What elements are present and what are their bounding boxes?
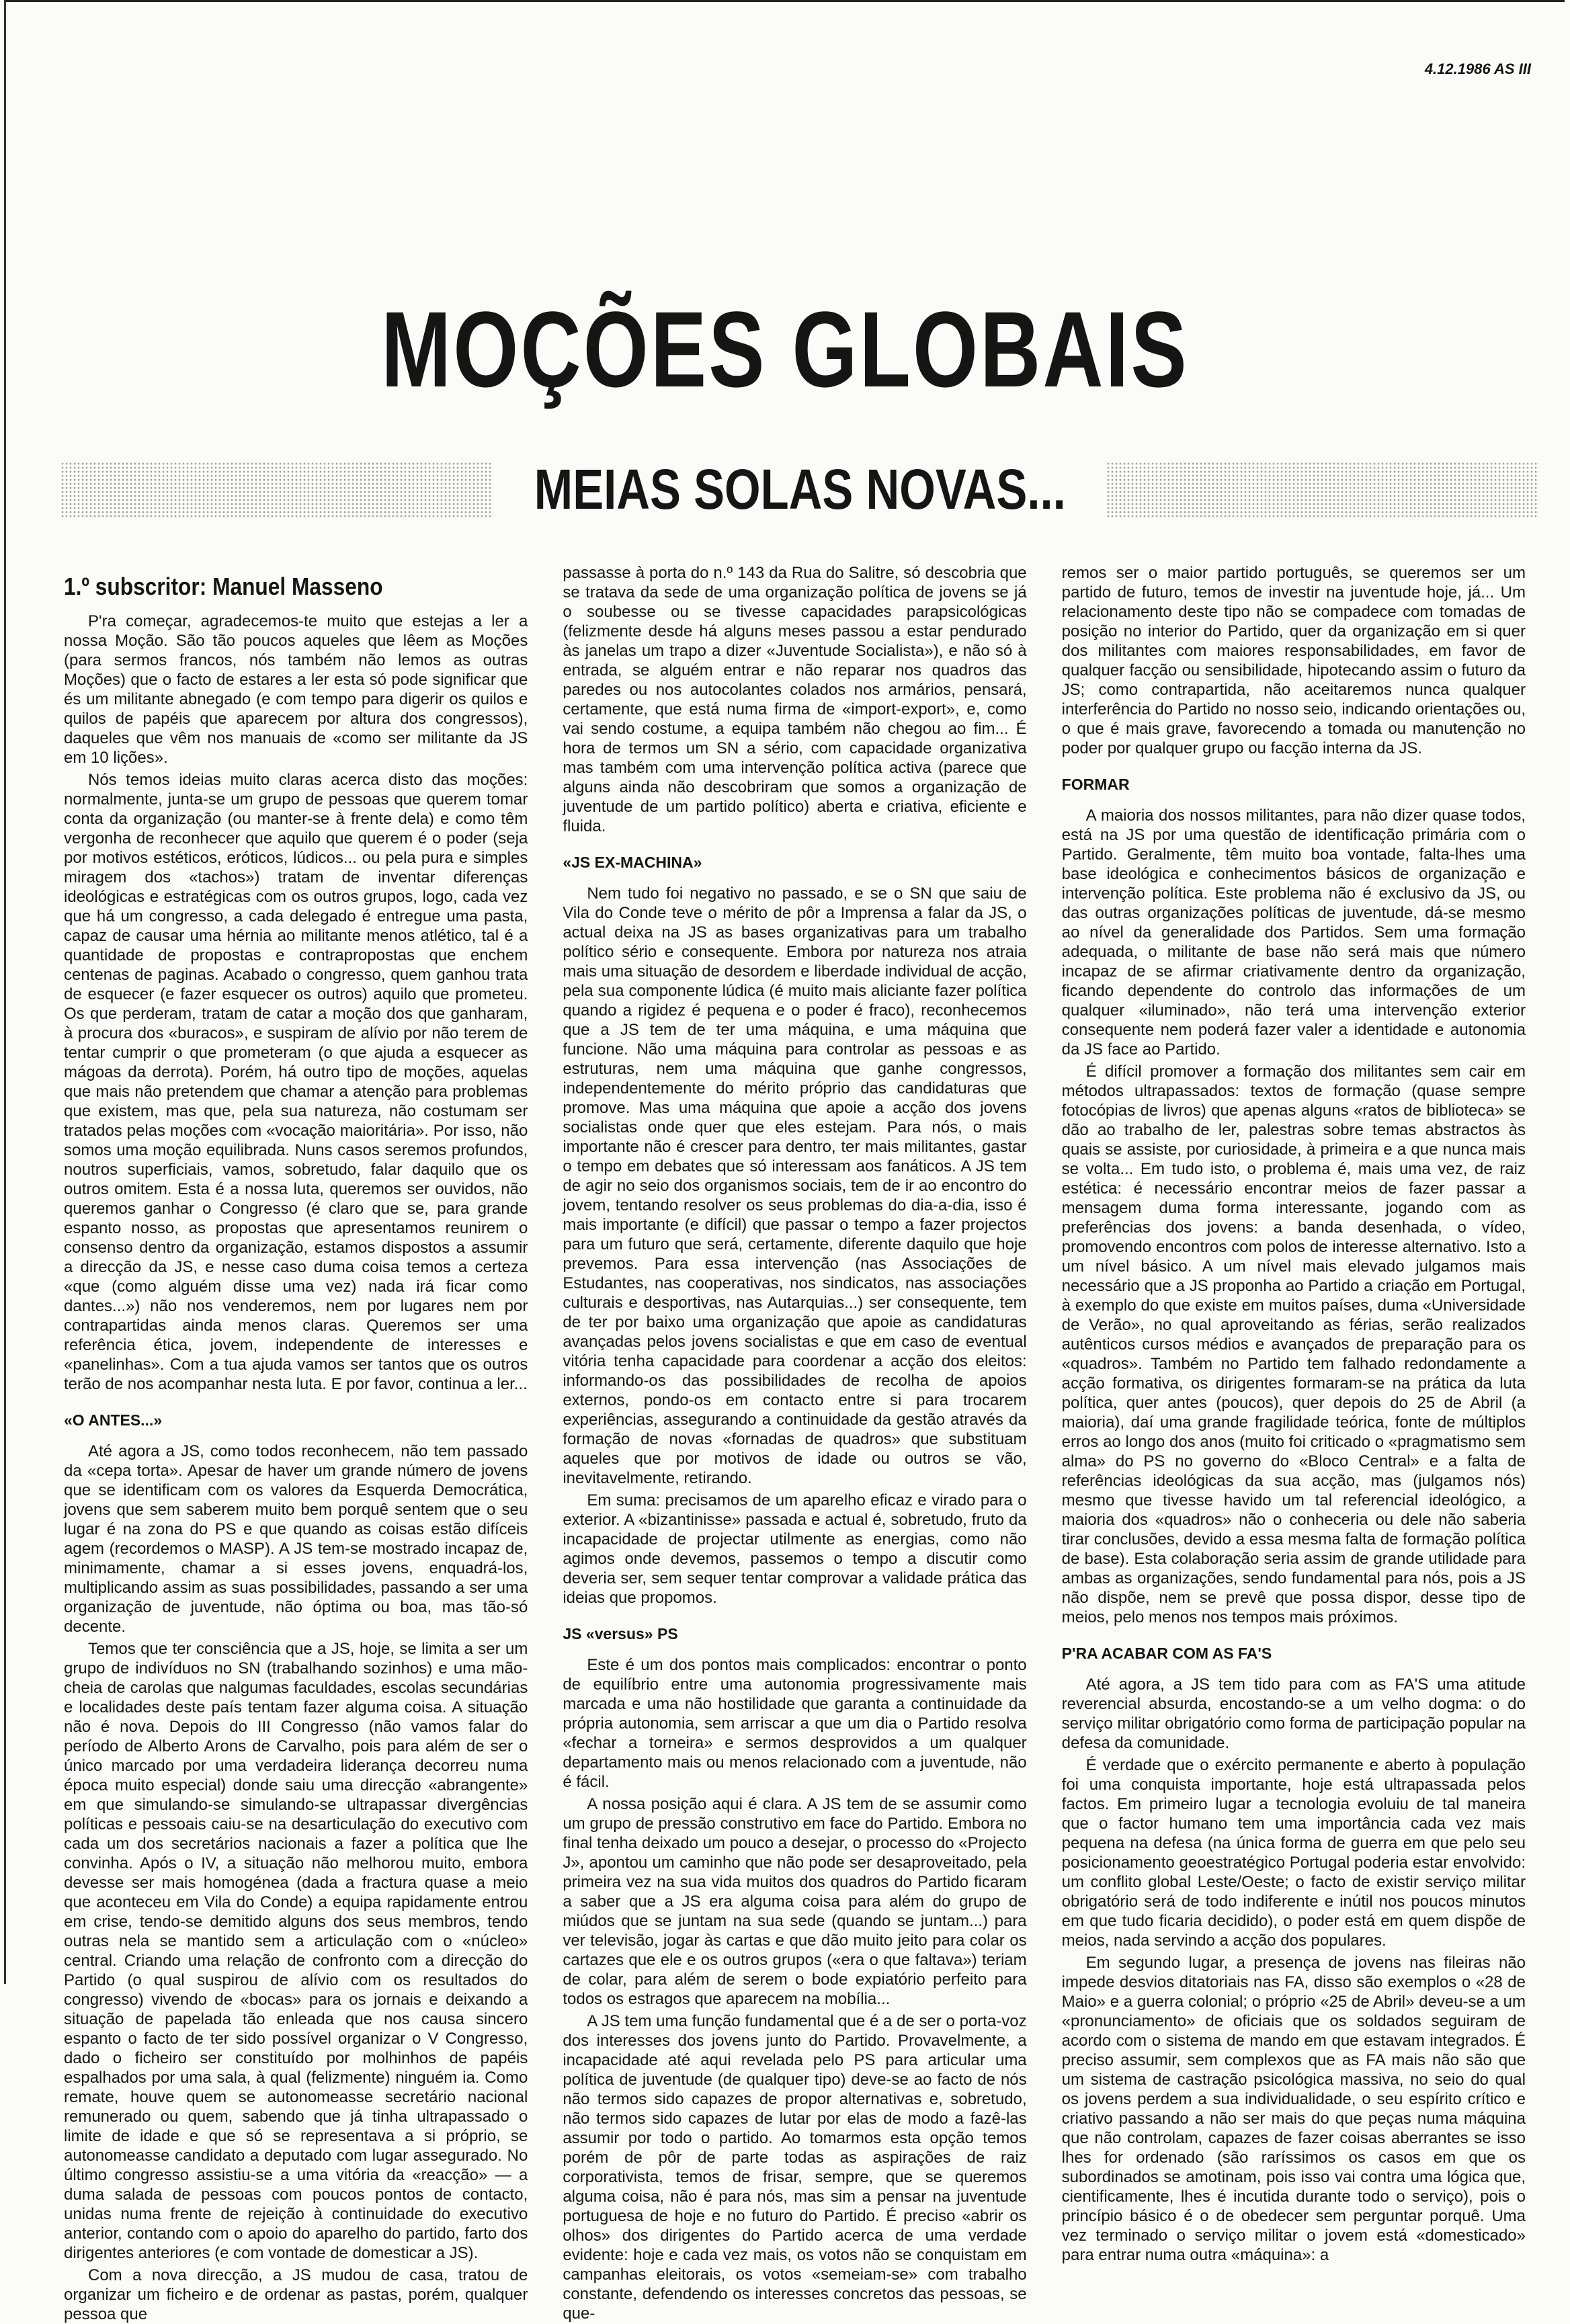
paragraph: Temos que ter consciência que a JS, hoje, se limita a ser um grupo de indivíduos no SN (trabalhando sozinhos) e uma mão-cheia de carolas que nalgumas faculdades, escolas secundárias e localidades deste país tentam fazer alguma coisa. A situação não é nova. Depois do III Congresso (não vamos falar do período de Alberto Arons de Carvalho, pois para além de ser o único marcado por uma verdadeira liderança decorreu numa época muito especial) donde saiu uma direcção «abrangente» em que simulando-se simulando-se ultrapassar divergências políticas e pessoais caiu-se na desarticulação do executivo com cada um dos secretários nacionais a fazer a política que lhe convinha. Após o IV, a situação não melhorou muito, embora devesse ser mais homogénea (dada a fractura quase a meio que aconteceu em Vila do Conde) a equipa rapidamente entrou em crise, tendo-se demitido alguns dos seus membros, tendo outras nela se mantido sem a articulação com o «núcleo» central. Criando uma relação de confronto com a direcção do Partido (o qual suspirou de alívio com os resultados do congresso) vivendo de «bocas» para os jornais e deixando a situação de papelada tão enleada que nos causa sincero espanto o facto de ter sido possível organizar o V Congresso, dado o ficheiro ser constituído por molhinhos de papéis espalhados por uma sala, à qual (felizmente) ninguém ia. Como remate, houve quem se autonomeasse secretário nacional remunerado ou quem, sabendo que já tinha ultrapassado o limite de idade e que só se representava a si próprio, se autonomeasse candidato a deputado com lugar assegurado. No último congresso assistiu-se a uma vitória da «reacção» — a duma salada de pessoas com poucos pontos de contacto, unidas numa frente de rejeição à continuidade do executivo anterior, contando com o apoio do aparelho do partido, farto dos dirigentes anteriores (e com vontade de domesticar a JS).: [64, 1640, 528, 2262]
subheadline-row: [60, 454, 1539, 524]
section-heading: FORMAR: [1061, 776, 1130, 793]
paragraph: Até agora a JS, como todos reconhecem, não tem passado da «cepa torta». Apesar de haver um grande número de jovens que se identificam com os valores da Esquerda Democrática, jovens que sem saberem muito bem porquê sentem que o seu lugar é na zona do PS e que quando as coisas estão difíceis agem (recordemos o MASP). A JS tem-se mostrado incapaz de, minimamente, chamar a si esses jovens, enquadrá-los, multiplicando assim as suas possibilidades, passando a ser uma organização de juventude, não óptima ou boa, mas tão-só decente.: [64, 1442, 528, 1636]
paragraph: Com a nova direcção, a JS mudou de casa, tratou de organizar um ficheiro e de ordenar as pastas, porém, qualquer pessoa que: [64, 2266, 528, 2323]
halftone-bar-left: [60, 462, 493, 517]
paragraph: Até agora, a JS tem tido para com as FA'S uma atitude reverencial absurda, encostando-se a um velho dogma: o do serviço militar obrigatório como forma de participação popular na defesa da comunidade.: [1061, 1675, 1526, 1752]
paragraph: Este é um dos pontos mais complicados: encontrar o ponto de equilíbrio entre uma autonomia progressivamente mais marcada e uma não hostilidade que garanta a continuidade da própria autonomia, sem arriscar a que um dia o Partido resolva «fechar a torneira» e sermos desprovidos a um qualquer departamento mais ou menos relacionado com a juventude, não é fácil.: [563, 1656, 1027, 1791]
paragraph: A nossa posição aqui é clara. A JS tem de se assumir como um grupo de pressão construtivo em face do Partido. Embora no final tenha deixado um pouco a desejar, o processo do «Projecto J», apontou um caminho que não pode ser desaproveitado, pela primeira vez na sua vida muitos dos quadros do Partido ficaram a saber que a JS era alguma coisa para além do grupo de miúdos que se juntam na sua sede (quando se juntam...) para ver televisão, jogar às cartas e que dão muito jeito para colar os cartazes que ele e os outros grupos («era o que faltava») teriam de colar, para além de serem o bode expiatório perfeito para todos os estragos que aparecem na mobília...: [563, 1795, 1027, 2008]
section-heading: JS «versus» PS: [563, 1625, 678, 1643]
paragraph: A JS tem uma função fundamental que é a de ser o porta-voz dos interesses dos jovens junto do Partido. Provavelmente, a incapacidade até aqui revelada pelo PS para articular uma política de juventude (de qualquer tipo) deve-se ao facto de nós não termos sido capazes de propor alternativas e, sobretudo, não termos sido capazes de lutar por elas de modo a fazê-las assumir por todo o partido. Ao tomarmos esta opção temos porém de pôr de parte todas as aspirações de raiz corporativista, temos de frisar, sempre, que se queremos alguma coisa, não é para nós, mas sim a pensar na juventude portuguesa de hoje e no futuro do Partido. É preciso «abrir os olhos» dos dirigentes do Partido acerca de uma verdade evidente: hoje e cada vez mais, os votos não se conquistam em campanhas eleitorais, os votos «semeiam-se» com trabalho constante, defendendo os interesses concretos das pessoas, se que-: [563, 2012, 1027, 2323]
paragraph: É difícil promover a formação dos militantes sem cair em métodos ultrapassados: textos de formação (quase sempre fotocópias de livros) que apenas alguns «ratos de biblioteca» se dão ao trabalho de ler, palestras sobre temas abstractos às quais se assiste, por curiosidade, à primeira e a que nunca mais se volta... Em tudo isto, o problema é, mais uma vez, de raiz estética: é necessário encontrar meios de fazer passar a mensagem duma forma interessante, jogando com as preferências dos jovens: a banda desenhada, o vídeo, promovendo encontros com polos de interesse alternativo. Isto a um nível básico. A um nível mais elevado julgamos mais necessário que a JS proponha ao Partido a criação em Portugal, à exemplo do que existe em muitos países, duma «Universidade de Verão», no qual aproveitando as férias, serão realizados autênticos cursos médios e avançados de preparação para os «quadros». Também no Partido tem falhado redondamente a acção formativa, os dirigentes formaram-se na prática da luta política, quer antes (poucos), quer depois do 25 de Abril (a maioria), daí uma grande fragilidade teórica, fonte de múltiplos erros ao longo dos anos (muito foi criticado o «pragmatismo sem alma» do PS no governo do «Bloco Central» e a falta de referências ideológicas da sua acção, mas (julgamos nós) mesmo que tivesse havido um tal referencial ideológico, a maioria dos «quadros» não o conheceria ou dele não saberia tirar conclusões, devido a essa mesma falta de formação política de base). Esta colaboração seria assim de grande utilidade para ambas as organizações, sendo fundamental para nós, pois a JS não dispõe, nem se prevê que possa dispor, desse tipo de meios, pelo menos nos tempos mais próximos.: [1061, 1063, 1526, 1626]
section-heading: P'RA ACABAR COM AS FA'S: [1061, 1645, 1272, 1662]
column-3: [1061, 563, 1526, 2264]
section-heading: «O ANTES...»: [64, 1411, 163, 1429]
paragraph: Em suma: precisamos de um aparelho eficaz e virado para o exterior. A «bizantinisse» passada e actual é, sobretudo, fruto da incapacidade de projectar utilmente as energias, como não agimos onde devemos, passemos o tempo a discutir como deveria ser, sem sequer tentar comprovar a validade prática das ideias que propomos.: [563, 1491, 1027, 1607]
paragraph: A maioria dos nossos militantes, para não dizer quase todos, está na JS por uma questão de identificação primária com o Partido. Geralmente, têm muito boa vontade, falta-lhes uma base ideológica e conhecimentos básicos de organização e intervenção política. Este problema não é exclusivo da JS, ou das outras organizações políticas de juventude, dá-se mesmo ao nível da generalidade dos Partidos. Sem uma formação adequada, o militante de base não será mais que número incapaz de se afirmar criativamente dentro da organização, ficando dependente do controlo das informações de um qualquer «iluminado», não terá uma intervenção exterior consequente nem poderá fazer valer a identidade e autonomia da JS face ao Partido.: [1061, 806, 1526, 1059]
section-heading: «JS EX-MACHINA»: [563, 854, 702, 871]
paragraph: É verdade que o exército permanente e aberto à população foi uma conquista importante, hoje está ultrapassada pelos factos. Em primeiro lugar a tecnologia evoluiu de tal maneira que o factor humano tem uma importância cada vez mais pequena na defesa (na única forma de guerra em que pelo seu posicionamento geoestratégico Portugal poderia estar envolvido: um conflito global Leste/Oeste; o facto de existir serviço militar obrigatório será de todo indiferente e inútil nos poucos minutos em que tudo ficaria decidido), o poder está em quem dispõe de meios, nada servindo a acção dos populares.: [1061, 1756, 1526, 1950]
byline: 1.º subscritor: Manuel Masseno: [64, 573, 383, 600]
paragraph: passasse à porta do n.º 143 da Rua do Salitre, só descobria que se tratava da sede de uma organização política de jovens se já o soubesse ou se tivesse capacidades parapsicológicas (felizmente desde há alguns meses passou a estar pendurado às janelas um trapo a dizer «Juventude Socialista»), e não só à entrada, se alguém entrar e não reparar nos quadros das paredes ou nos autocolantes colados nos armários, pensará, certamente, que está numa firma de «import-export», e, como vai sendo costume, a equipa também não chegou ao fim... É hora de termos um SN a sério, com capacidade organizativa mas também com uma intervenção política activa (parece que alguns ainda não descobriram que somos a organização de juventude de um partido político) aberta e criativa, eficiente e fluida.: [563, 564, 1027, 835]
page-folio: 4.12.1986 AS III: [1424, 60, 1531, 77]
paragraph: P'ra começar, agradecemos-te muito que estejas a ler a nossa Moção. São tão poucos aqueles que lêem as Moções (para sermos francos, nós também não lemos as outras Moções) que o facto de estares a ler esta só pode significar que és um militante abnegado (e com tempo para digerir os quilos e quilos de papéis que aparecem por altura dos congressos), daqueles que vêm nos manuais de «como ser militante da JS em 10 lições».: [64, 612, 528, 767]
headline: MOÇÕES GLOBAIS: [381, 289, 1189, 409]
subheadline: MEIAS SOLAS NOVAS...: [534, 457, 1066, 521]
paragraph: remos ser o maior partido português, se queremos ser um partido de futuro, temos de investir na juventude hoje, já... Um relacionamento deste tipo não se compadece com tomadas de posição no interior do Partido, quer da organização em si quer dos militantes com maiores responsabilidades, em favor de qualquer facção ou sensibilidade, hipotecando assim o futuro da JS; como contrapartida, não aceitaremos nunca qualquer interferência do Partido no nosso seio, indicando orientações ou, o que é mais grave, favorecendo a tomada ou manutenção no poder por qualquer grupo ou facção interna da JS.: [1061, 564, 1526, 757]
paragraph: Nós temos ideias muito claras acerca disto das moções: normalmente, junta-se um grupo de pessoas que querem tomar conta da organização (ou manter-se à frente dela) e como têm vergonha de reconhecer que aquilo que querem é o poder (seja por motivos estéticos, eróticos, lúdicos... ou pela pura e simples miragem dos «tachos») tratam de inventar diferenças ideológicas e estratégicas com os outros grupos, logo, cada vez que há um congresso, a cada delegado é entregue uma pasta, capaz de causar uma hérnia ao militante menos atlético, tal é a quantidade de propostas e contrapropostas que enchem centenas de paginas. Acabado o congresso, quem ganhou trata de esquecer (e fazer esquecer os outros) aquilo que prometeu. Os que perderam, tratam de catar a moção dos que ganharam, à procura dos «buracos», e suspiram de alívio por não terem de tentar cumprir o que prometeram (o que ajuda a esquecer as mágoas da derrota). Porém, há outro tipo de moções, aquelas que mais não pretendem que chamar a atenção para problemas que existem, mas que, pela sua natureza, não costumam ser tratados pelas moções com «vocação maioritária». Por isso, não somos uma moção equilibrada. Nuns casos seremos profundos, noutros superficiais, vamos, sobretudo, falar daquilo que os outros omitem. Esta é a nossa luta, queremos ser ouvidos, não queremos ganhar o Congresso (é claro que se, para grande espanto nosso, as propostas que apresentamos reunirem o consenso dentro da organização, estamos dispostos a assumir a direcção da JS, e nesse caso duma coisa temos a certeza «que (como alguém disse uma vez) nada irá ficar como dantes...») não nos venderemos, nem por lugares nem por contrapartidas ainda menos claras. Queremos ser uma referência ética, jovem, independente de interesses e «panelinhas». Com a tua ajuda vamos ser tantos que os outros terão de nos acompanhar nesta luta. E por favor, continua a ler...: [64, 771, 528, 1393]
halftone-bar-right: [1106, 462, 1539, 517]
column-1: [64, 563, 528, 2323]
paragraph: Nem tudo foi negativo no passado, e se o SN que saiu de Vila do Conde teve o mérito de pôr a Imprensa a falar da JS, o actual deixa na JS as bases organizativas para um trabalho político sério e consequente. Embora por natureza nos atraia mais uma situação de desordem e liberdade individual de acção, pela sua componente lúdica (é muito mais aliciante fazer política quando a rigidez é pequena e o poder é fraco), reconhecemos que a JS tem de ter uma máquina, e uma máquina que funcione. Não uma máquina para controlar as pessoas e as estruturas, nem uma máquina que ganhe congressos, independentemente do mérito próprio das candidaturas que promove. Mas uma máquina que apoie a acção dos jovens socialistas onde quer que eles estejam. Para nós, o mais importante não é crescer para dentro, ter mais militantes, gastar o tempo em debates que só interessam aos fanáticos. A JS tem de agir no seio dos organismos sociais, tem de ir ao encontro do jovem, tentando resolver os seus problemas do dia-a-dia, isso é mais importante (e difícil) que passar o tempo a fazer projectos para um futuro que será, certamente, diferente daquilo que hoje prevemos. Para essa intervenção (nas Associações de Estudantes, nas cooperativas, nos sindicatos, nas associações culturais e desportivas, nas Autarquias...) ser consequente, tem de ter por baixo uma organização que apoie as candidaturas avançadas pelos jovens socialistas e que em caso de eventual vitória tenha capacidade para coordenar a acção dos eleitos: informando-os das possibilidades de recolha de apoios externos, pondo-os em contacto entre si para trocarem experiências, assegurando a continuidade da gestão através da formação de novas «fornadas de quadros» que substituam aqueles que por motivos de idade ou outros se vão, inevitavelmente, retirando.: [563, 884, 1027, 1487]
article-columns: [64, 563, 1526, 2323]
paragraph: Em segundo lugar, a presença de jovens nas fileiras não impede desvios ditatoriais nas FA, disso são exemplos o «28 de Maio» e a guerra colonial; o próprio «25 de Abril» deveu-se a um «pronunciamento» de oficiais que os soldados seguiram de acordo com o sistema de mando em que estavam integrados. É preciso assumir, sem complexos que as FA mais não são que um sistema de castração psicológica massiva, no seio do qual os jovens perdem a sua individualidade, o seu espírito crítico e criativo passando a não ser mais do que peças numa máquina que não controlam, capazes de fazer coisas aberrantes se isso lhes for ordenado (são raríssimos os casos em que os subordinados se amotinam, pois isso vai contra uma lógica que, cientificamente, lhes é incutida durante todo o serviço), pois o princípio básico é o de obedecer sem perguntar porquê. Uma vez terminado o serviço militar o jovem está «domesticado» para entrar numa outra «máquina»: a: [1061, 1954, 1526, 2264]
column-2: [563, 563, 1027, 2323]
